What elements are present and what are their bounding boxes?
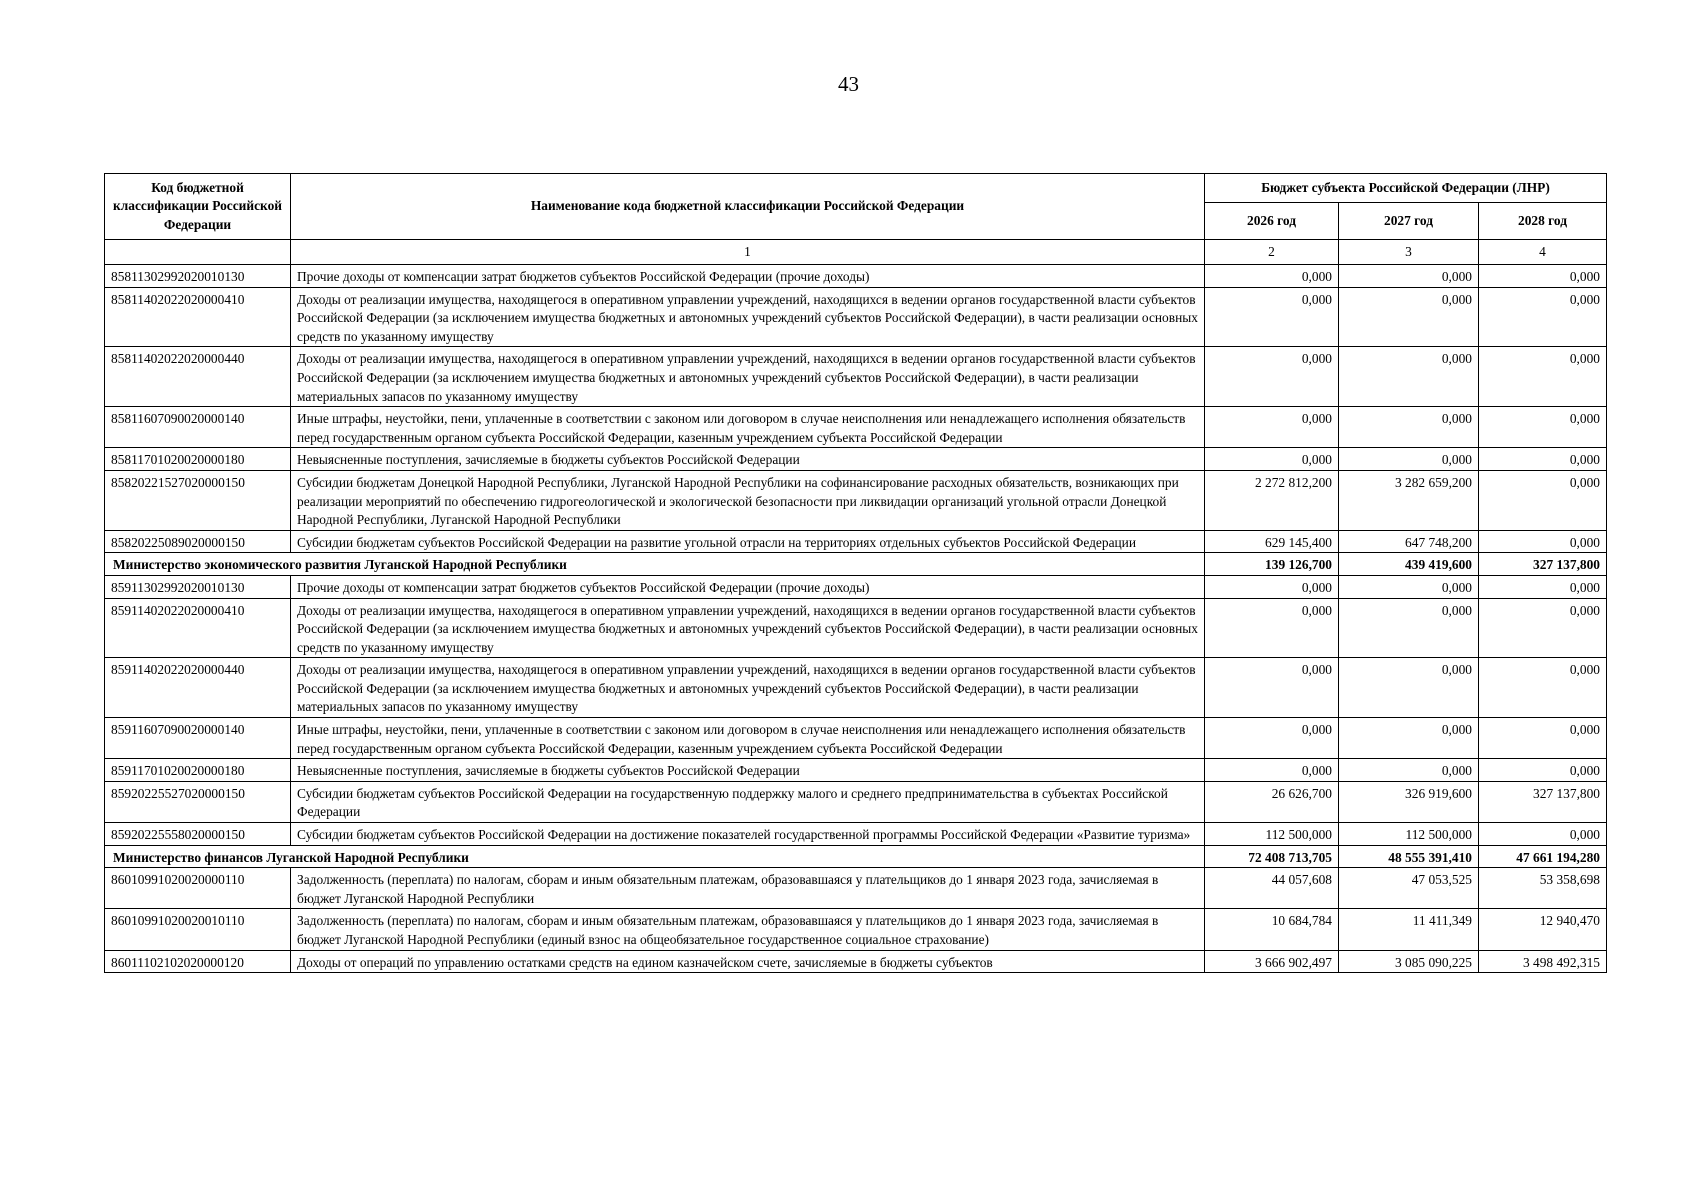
code-description: Задолженность (переплата) по налогам, сборам и иным обязательным платежам, образовавшаяся у плательщиков до 1 января 2023 года, зачисляемая в бюджет Луганской Народной Республики <box>291 868 1205 909</box>
budget-code: 85820225089020000150 <box>105 530 291 553</box>
budget-code: 85920225527020000150 <box>105 781 291 822</box>
table-row <box>105 868 1607 909</box>
column-index-1: 1 <box>291 240 1205 265</box>
value-2026: 3 666 902,497 <box>1205 950 1339 973</box>
code-description: Прочие доходы от компенсации затрат бюджетов субъектов Российской Федерации (прочие доходы) <box>291 265 1205 288</box>
code-description: Доходы от реализации имущества, находящегося в оперативном управлении учреждений, находящихся в ведении органов государственной власти субъектов Российской Федерации (за исключением имущества бюджетных и автономных учреждений субъектов Российской Федерации), в части реализации основных средств по указанному имуществу <box>291 287 1205 347</box>
budget-code: 85911302992020010130 <box>105 575 291 598</box>
header-year-2026: 2026 год <box>1205 203 1339 240</box>
value-2026: 0,000 <box>1205 448 1339 471</box>
table-row <box>105 718 1607 759</box>
table-row <box>105 265 1607 288</box>
value-2027: 0,000 <box>1339 265 1479 288</box>
value-2027: 439 419,600 <box>1339 553 1479 576</box>
value-2026: 0,000 <box>1205 287 1339 347</box>
column-index-2: 2 <box>1205 240 1339 265</box>
budget-code: 85811402022020000440 <box>105 347 291 407</box>
column-index-code <box>105 240 291 265</box>
value-2027: 326 919,600 <box>1339 781 1479 822</box>
header-year-2027: 2027 год <box>1339 203 1479 240</box>
code-description: Доходы от реализации имущества, находящегося в оперативном управлении учреждений, находящихся в ведении органов государственной власти субъектов Российской Федерации (за исключением имущества бюджетных и автономных учреждений субъектов Российской Федерации), в части реализации материальных запасов по указанному имуществу <box>291 658 1205 718</box>
table-row <box>105 530 1607 553</box>
table-row <box>105 347 1607 407</box>
value-2026: 0,000 <box>1205 718 1339 759</box>
table-row <box>105 823 1607 846</box>
value-2027: 0,000 <box>1339 448 1479 471</box>
budget-code: 85811402022020000410 <box>105 287 291 347</box>
budget-code: 85820221527020000150 <box>105 470 291 530</box>
value-2026: 72 408 713,705 <box>1205 845 1339 868</box>
value-2028: 0,000 <box>1479 287 1607 347</box>
table-row <box>105 658 1607 718</box>
code-description: Доходы от реализации имущества, находящегося в оперативном управлении учреждений, находящихся в ведении органов государственной власти субъектов Российской Федерации (за исключением имущества бюджетных и автономных учреждений субъектов Российской Федерации), в части реализации основных средств по указанному имуществу <box>291 598 1205 658</box>
value-2026: 0,000 <box>1205 658 1339 718</box>
value-2028: 0,000 <box>1479 265 1607 288</box>
value-2026: 44 057,608 <box>1205 868 1339 909</box>
value-2028: 3 498 492,315 <box>1479 950 1607 973</box>
table-row <box>105 759 1607 782</box>
budget-code: 85911402022020000440 <box>105 658 291 718</box>
section-row <box>105 845 1607 868</box>
budget-code: 85911701020020000180 <box>105 759 291 782</box>
code-description: Иные штрафы, неустойки, пени, уплаченные в соответствии с законом или договором в случае неисполнения или ненадлежащего исполнения обязательств перед государственным органом субъекта Российской Федерации, казенным учреждением субъекта Российской Федерации <box>291 407 1205 448</box>
value-2027: 112 500,000 <box>1339 823 1479 846</box>
budget-code: 85811701020020000180 <box>105 448 291 471</box>
value-2027: 0,000 <box>1339 287 1479 347</box>
value-2027: 48 555 391,410 <box>1339 845 1479 868</box>
value-2026: 2 272 812,200 <box>1205 470 1339 530</box>
value-2028: 0,000 <box>1479 759 1607 782</box>
value-2026: 0,000 <box>1205 759 1339 782</box>
section-row <box>105 553 1607 576</box>
table-row <box>105 909 1607 950</box>
column-index-4: 4 <box>1479 240 1607 265</box>
table-row <box>105 448 1607 471</box>
code-description: Задолженность (переплата) по налогам, сборам и иным обязательным платежам, образовавшаяся у плательщиков до 1 января 2023 года, зачисляемая в бюджет Луганской Народной Республики (единый взнос на общеобязательное государственное социальное страхование) <box>291 909 1205 950</box>
value-2028: 0,000 <box>1479 347 1607 407</box>
value-2027: 0,000 <box>1339 658 1479 718</box>
value-2027: 0,000 <box>1339 718 1479 759</box>
value-2028: 53 358,698 <box>1479 868 1607 909</box>
table-row <box>105 470 1607 530</box>
budget-code: 85920225558020000150 <box>105 823 291 846</box>
value-2028: 0,000 <box>1479 598 1607 658</box>
value-2027: 3 085 090,225 <box>1339 950 1479 973</box>
value-2026: 26 626,700 <box>1205 781 1339 822</box>
value-2027: 11 411,349 <box>1339 909 1479 950</box>
value-2027: 0,000 <box>1339 759 1479 782</box>
header-name-column: Наименование кода бюджетной классификации Российской Федерации <box>291 174 1205 240</box>
value-2026: 0,000 <box>1205 575 1339 598</box>
value-2028: 0,000 <box>1479 530 1607 553</box>
value-2027: 647 748,200 <box>1339 530 1479 553</box>
budget-code: 85911402022020000410 <box>105 598 291 658</box>
value-2026: 0,000 <box>1205 407 1339 448</box>
value-2026: 0,000 <box>1205 265 1339 288</box>
value-2026: 10 684,784 <box>1205 909 1339 950</box>
table-body <box>105 265 1607 973</box>
code-description: Субсидии бюджетам Донецкой Народной Республики, Луганской Народной Республики на софинансирование расходных обязательств, возникающих при реализации мероприятий по обеспечению гидрогеологической и экологической безопасности при ликвидации организаций угольной отрасли Донецкой Народной Республики, Луганской Народной Республики <box>291 470 1205 530</box>
value-2026: 629 145,400 <box>1205 530 1339 553</box>
page-number: 43 <box>838 72 859 96</box>
code-description: Доходы от реализации имущества, находящегося в оперативном управлении учреждений, находящихся в ведении органов государственной власти субъектов Российской Федерации (за исключением имущества бюджетных и автономных учреждений субъектов Российской Федерации), в части реализации материальных запасов по указанному имуществу <box>291 347 1205 407</box>
section-name: Министерство финансов Луганской Народной Республики <box>105 845 1205 868</box>
code-description: Невыясненные поступления, зачисляемые в бюджеты субъектов Российской Федерации <box>291 759 1205 782</box>
code-description: Доходы от операций по управлению остатками средств на едином казначейском счете, зачисляемые в бюджеты субъектов <box>291 950 1205 973</box>
value-2027: 0,000 <box>1339 575 1479 598</box>
value-2027: 0,000 <box>1339 598 1479 658</box>
value-2026: 0,000 <box>1205 347 1339 407</box>
budget-code: 86010991020020010110 <box>105 909 291 950</box>
budget-revenue-table <box>104 173 1607 973</box>
table-row <box>105 781 1607 822</box>
value-2027: 0,000 <box>1339 407 1479 448</box>
value-2028: 327 137,800 <box>1479 553 1607 576</box>
code-description: Невыясненные поступления, зачисляемые в бюджеты субъектов Российской Федерации <box>291 448 1205 471</box>
code-description: Субсидии бюджетам субъектов Российской Федерации на государственную поддержку малого и среднего предпринимательства в субъектах Российской Федерации <box>291 781 1205 822</box>
table-row <box>105 287 1607 347</box>
value-2028: 0,000 <box>1479 470 1607 530</box>
value-2027: 3 282 659,200 <box>1339 470 1479 530</box>
header-year-2028: 2028 год <box>1479 203 1607 240</box>
header-code-column: Код бюджетной классификации Российской Федерации <box>105 174 291 240</box>
table-row <box>105 950 1607 973</box>
budget-code: 86011102102020000120 <box>105 950 291 973</box>
value-2028: 0,000 <box>1479 823 1607 846</box>
table-row <box>105 598 1607 658</box>
code-description: Субсидии бюджетам субъектов Российской Федерации на развитие угольной отрасли на территориях отдельных субъектов Российской Федерации <box>291 530 1205 553</box>
value-2028: 0,000 <box>1479 448 1607 471</box>
code-description: Прочие доходы от компенсации затрат бюджетов субъектов Российской Федерации (прочие доходы) <box>291 575 1205 598</box>
budget-code: 85811302992020010130 <box>105 265 291 288</box>
code-description: Субсидии бюджетам субъектов Российской Федерации на достижение показателей государственной программы Российской Федерации «Развитие туризма» <box>291 823 1205 846</box>
header-budget-group: Бюджет субъекта Российской Федерации (ЛНР) <box>1205 174 1607 203</box>
value-2028: 0,000 <box>1479 575 1607 598</box>
value-2026: 0,000 <box>1205 598 1339 658</box>
value-2028: 0,000 <box>1479 658 1607 718</box>
value-2026: 112 500,000 <box>1205 823 1339 846</box>
value-2028: 0,000 <box>1479 407 1607 448</box>
budget-code: 86010991020020000110 <box>105 868 291 909</box>
column-index-3: 3 <box>1339 240 1479 265</box>
code-description: Иные штрафы, неустойки, пени, уплаченные в соответствии с законом или договором в случае неисполнения или ненадлежащего исполнения обязательств перед государственным органом субъекта Российской Федерации, казенным учреждением субъекта Российской Федерации <box>291 718 1205 759</box>
value-2027: 47 053,525 <box>1339 868 1479 909</box>
value-2028: 12 940,470 <box>1479 909 1607 950</box>
section-name: Министерство экономического развития Луганской Народной Республики <box>105 553 1205 576</box>
budget-code: 85911607090020000140 <box>105 718 291 759</box>
value-2027: 0,000 <box>1339 347 1479 407</box>
column-index-row <box>105 240 1607 265</box>
value-2028: 327 137,800 <box>1479 781 1607 822</box>
budget-code: 85811607090020000140 <box>105 407 291 448</box>
value-2026: 139 126,700 <box>1205 553 1339 576</box>
value-2028: 0,000 <box>1479 718 1607 759</box>
value-2028: 47 661 194,280 <box>1479 845 1607 868</box>
table-row <box>105 575 1607 598</box>
table-row <box>105 407 1607 448</box>
